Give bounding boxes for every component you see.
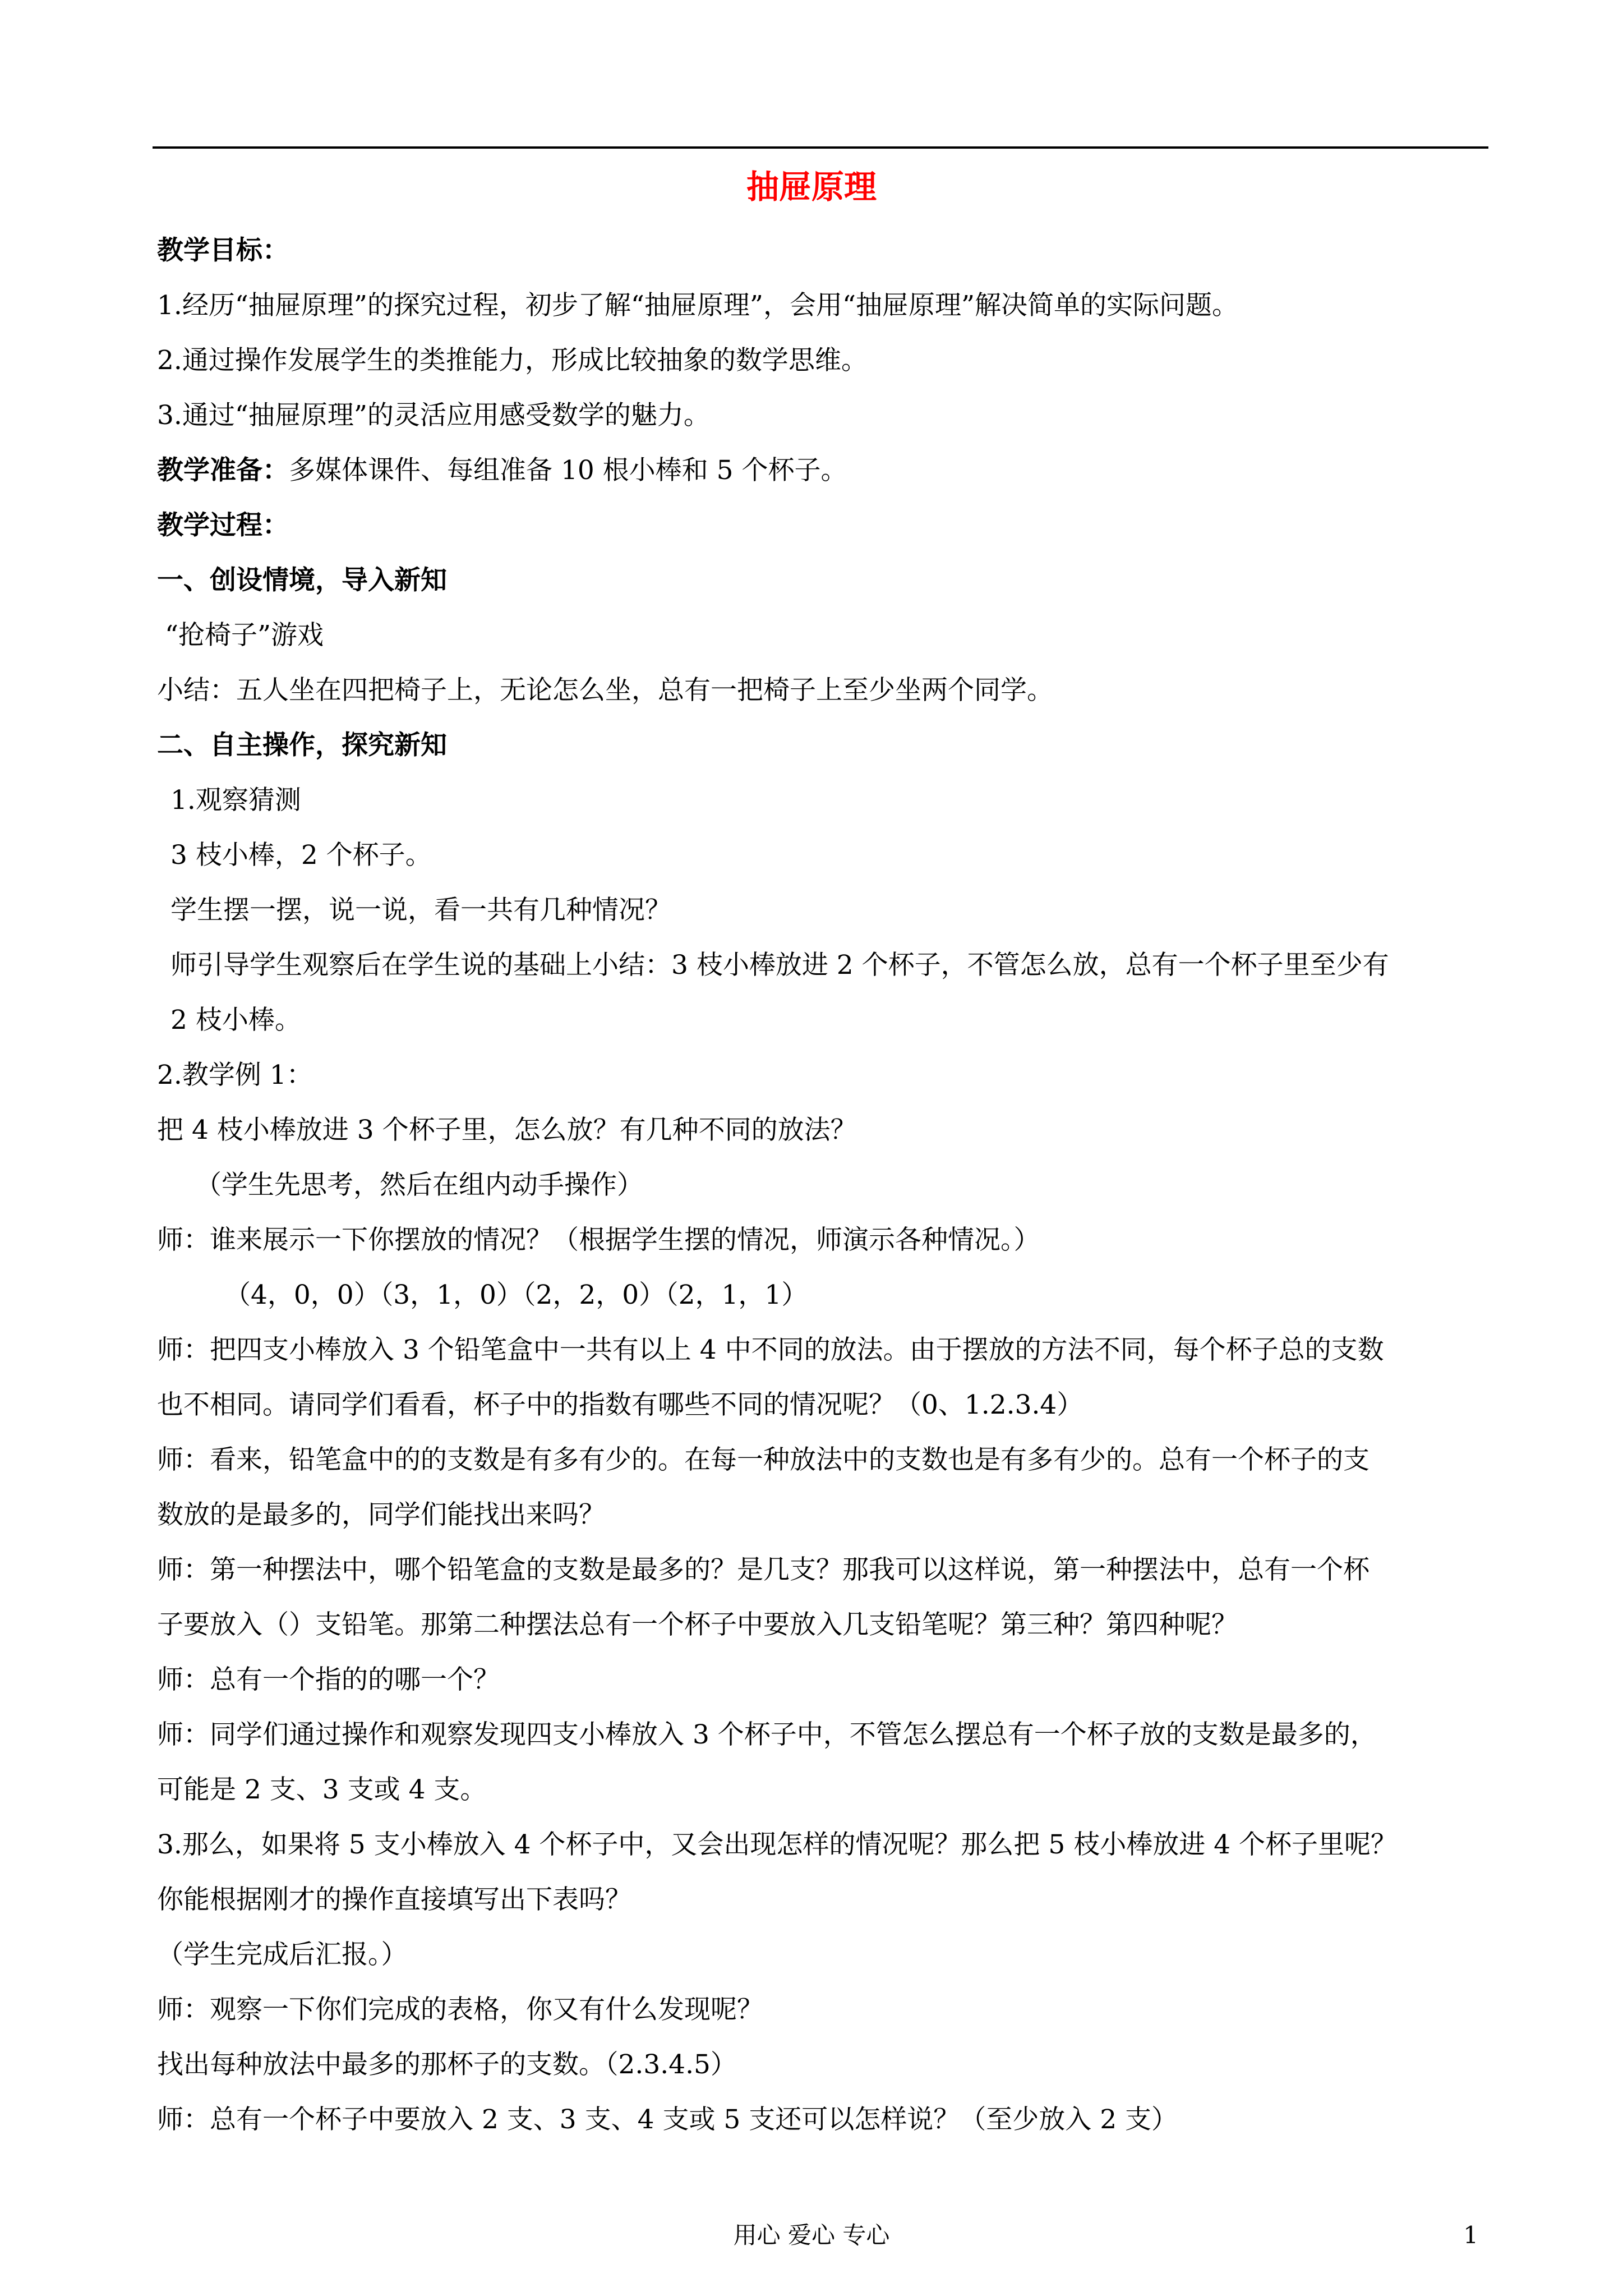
paragraph-line: “抢椅子”游戏 <box>165 620 324 651</box>
paragraph-line: （学生完成后汇报。） <box>157 1939 408 1970</box>
paragraph-line: 2.教学例 1： <box>157 1060 313 1091</box>
paragraph-line: 师：谁来展示一下你摆放的情况？（根据学生摆的情况，师演示各种情况。） <box>157 1225 1040 1255</box>
paragraph-line: 数放的是最多的，同学们能找出来吗？ <box>157 1499 605 1530</box>
page-number: 1 <box>1463 2221 1478 2249</box>
paragraph-line: 师引导学生观察后在学生说的基础上小结：3 枝小棒放进 2 个杯子，不管怎么放，总有一个杯子里至少有 <box>170 950 1389 981</box>
footer-motto: 用心 爱心 专心 <box>733 2221 890 2249</box>
paragraph-line: 2 枝小棒。 <box>170 1005 301 1036</box>
paragraph-line: （4，0，0）（3，1，0）（2，2，0）（2，1，1） <box>224 1280 808 1310</box>
paragraph-line: 子要放入（）支铅笔。那第二种摆法总有一个杯子中要放入几支铅笔呢？第三种？第四种呢？ <box>157 1609 1238 1640</box>
section-heading: 教学过程： <box>157 510 289 541</box>
paragraph-line: 3.通过“抽屉原理”的灵活应用感受数学的魅力。 <box>157 400 710 431</box>
paragraph-line: 师：总有一个杯子中要放入 2 支、3 支、4 支或 5 支还可以怎样说？（至少放入 2 支） <box>157 2104 1178 2135</box>
paragraph-line: 找出每种放法中最多的那杯子的支数。（2.3.4.5） <box>157 2049 737 2080</box>
paragraph-line: 师：观察一下你们完成的表格，你又有什么发现呢？ <box>157 1994 763 2025</box>
paragraph-line: 师：同学们通过操作和观察发现四支小棒放入 3 个杯子中，不管怎么摆总有一个杯子放的支数是最多的， <box>157 1719 1377 1750</box>
paragraph-line: 1.观察猜测 <box>170 785 301 816</box>
paragraph-line: 师：总有一个指的的哪一个？ <box>157 1664 500 1695</box>
paragraph-line: 小结：五人坐在四把椅子上，无论怎么坐，总有一把椅子上至少坐两个同学。 <box>157 675 1053 706</box>
paragraph-line: 可能是 2 支、3 支或 4 支。 <box>157 1774 487 1805</box>
paragraph-line: 3 枝小棒，2 个杯子。 <box>170 840 432 871</box>
paragraph-line: 师：第一种摆法中，哪个铅笔盒的支数是最多的？是几支？那我可以这样说，第一种摆法中，总有一个杯 <box>157 1554 1370 1585</box>
header-rule <box>153 146 1488 149</box>
document-body <box>157 223 1489 2147</box>
document-title: 抽屉原理 <box>746 168 877 206</box>
paragraph-line: 把 4 枝小棒放进 3 个杯子里，怎么放？有几种不同的放法？ <box>157 1115 857 1145</box>
paragraph-line: 师：看来，铅笔盒中的的支数是有多有少的。在每一种放法中的支数也是有多有少的。总有一个杯子的支 <box>157 1444 1370 1475</box>
paragraph-line: 2.通过操作发展学生的类推能力，形成比较抽象的数学思维。 <box>157 345 868 376</box>
section-heading: 二、自主操作，探究新知 <box>157 730 447 761</box>
paragraph-line: 学生摆一摆，说一说，看一共有几种情况？ <box>170 895 671 926</box>
paragraph-line: 也不相同。请同学们看看，杯子中的指数有哪些不同的情况呢？（0、1.2.3.4） <box>157 1389 1083 1420</box>
paragraph-line: 你能根据刚才的操作直接填写出下表吗？ <box>157 1884 631 1915</box>
paragraph-line: （学生先思考，然后在组内动手操作） <box>195 1170 643 1200</box>
paragraph-line: 3.那么，如果将 5 支小棒放入 4 个杯子中，又会出现怎样的情况呢？那么把 5 枝小棒放进 4 个杯子里呢？ <box>157 1829 1397 1860</box>
paragraph-line: 师：把四支小棒放入 3 个铅笔盒中一共有以上 4 中不同的放法。由于摆放的方法不同，每个杯子总的支数 <box>157 1335 1384 1365</box>
section-heading: 一、创设情境，导入新知 <box>157 565 447 596</box>
inline-text: 多媒体课件、每组准备 10 根小棒和 5 个杯子。 <box>289 455 847 486</box>
inline-label: 教学准备： <box>157 455 289 486</box>
paragraph-line <box>157 443 1489 498</box>
section-heading: 教学目标： <box>157 235 289 266</box>
paragraph-line: 1.经历“抽屉原理”的探究过程，初步了解“抽屉原理”，会用“抽屉原理”解决简单的实际问题。 <box>157 290 1239 321</box>
